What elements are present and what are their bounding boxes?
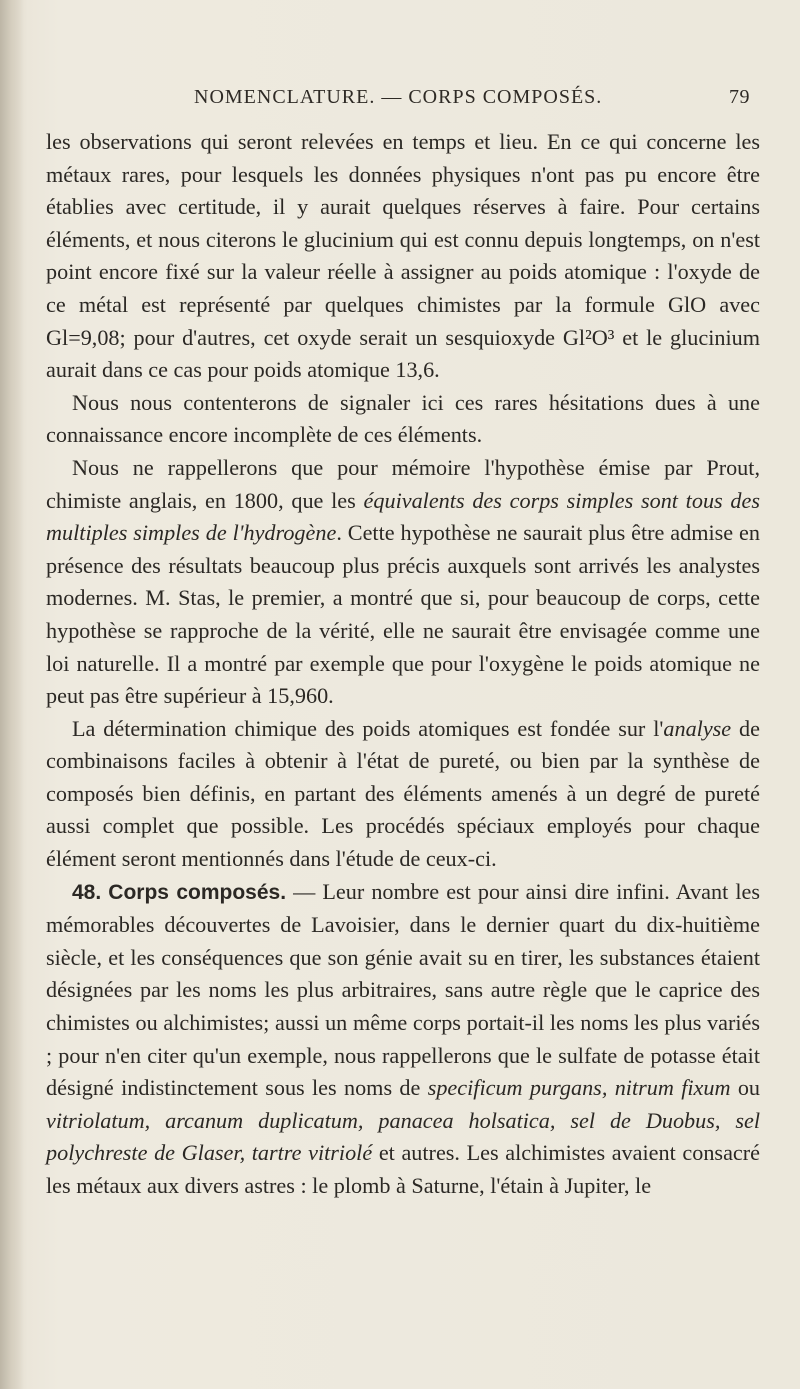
section-title: Corps composés.	[108, 880, 287, 904]
section-number: 48.	[72, 880, 102, 904]
paragraph-4-text-a: La détermination chimique des poids atomiques est fondée sur l'	[72, 715, 664, 741]
paragraph-5	[46, 876, 760, 1203]
paragraph-5-text-a: — Leur nombre est pour ainsi dire infini. Avant les mémorables découvertes de Lavoisier, dans le dernier quart du dix-huitième siècle, et les conséquences que son génie avait su en tirer, les substances étaient désignées par les noms les plus arbitraires, sans autre règle que le caprice des chimistes ou alchimistes; aussi un même corps portait-il les noms les plus variés ; pour n'en citer qu'un exemple, nous rappellerons que le sulfate de potasse était désigné indistinctement sous les noms de	[46, 878, 760, 1101]
binding-edge	[0, 0, 24, 1389]
paragraph-3	[46, 452, 760, 713]
paragraph-4-text-c: de combinaisons faciles à obtenir à l'état de pureté, ou bien par la synthèse de composés bien définis, en partant des éléments amenés à un degré de pureté aussi complet que possible. Les procédés spéciaux employés pour chaque élément seront mentionnés dans l'étude de ceux-ci.	[46, 715, 760, 872]
text-block	[46, 126, 760, 1203]
running-head	[150, 86, 750, 112]
paragraph-3-text-c: . Cette hypothèse ne saurait plus être admise en présence des résultats beaucoup plus précis auxquels sont arrivés les analystes modernes. M. Stas, le premier, a montré que si, pour beaucoup de corps, cette hypothèse se rapproche de la vérité, elle ne saurait être envisagée comme une loi naturelle. Il a montré par exemple que pour l'oxygène le poids atomique ne peut pas être supérieur à 15,960.	[46, 520, 760, 709]
paragraph-2	[46, 387, 760, 452]
paragraph-3-text-a: Nous ne rappellerons que pour mémoire l'hypothèse émise par Prout, chimiste anglais, en 1800, que les	[46, 454, 760, 513]
paragraph-1-text: les observations qui seront relevées en temps et lieu. En ce qui concerne les métaux rares, pour lesquels les données physiques n'ont pas pu encore être établies avec certitude, il y aurait quelques réserves à faire. Pour certains éléments, et nous citerons le glucinium qui est connu depuis longtemps, on n'est point encore fixé sur la valeur réelle à assigner au poids atomique : l'oxyde de ce métal est représenté par quelques chimistes par la formule GlO avec Gl=9,08; pour d'autres, cet oxyde serait un sesquioxyde Gl²O³ et le glucinium aurait dans ce cas pour poids atomique 13,6.	[46, 129, 760, 383]
paragraph-5-text-c: ou	[730, 1075, 761, 1101]
paragraph-3-italic: équivalents des corps simples sont tous des multiples simples de l'hydrogène	[46, 487, 760, 546]
paragraph-2-text: Nous nous contenterons de signaler ici ces rares hésitations dues à une connaissance encore incomplète de ces éléments.	[46, 389, 760, 448]
paragraph-4-italic: analyse	[663, 715, 732, 741]
paragraph-4	[46, 713, 760, 876]
paragraph-5-italic-d: vitriolatum, arcanum duplicatum, panacea holsatica, sel de Duobus, sel polychreste de Glaser, tartre vitriolé	[46, 1107, 760, 1166]
paragraph-5-text-e: et autres. Les alchimistes avaient consacré les métaux aux divers astres : le plomb à Saturne, l'étain à Jupiter, le	[46, 1140, 761, 1198]
paragraph-5-italic-b: specificum purgans, nitrum fixum	[427, 1075, 731, 1101]
page-number: 79	[729, 86, 750, 108]
paragraph-1	[46, 126, 760, 387]
running-head-title: NOMENCLATURE. — CORPS COMPOSÉS.	[194, 86, 603, 108]
